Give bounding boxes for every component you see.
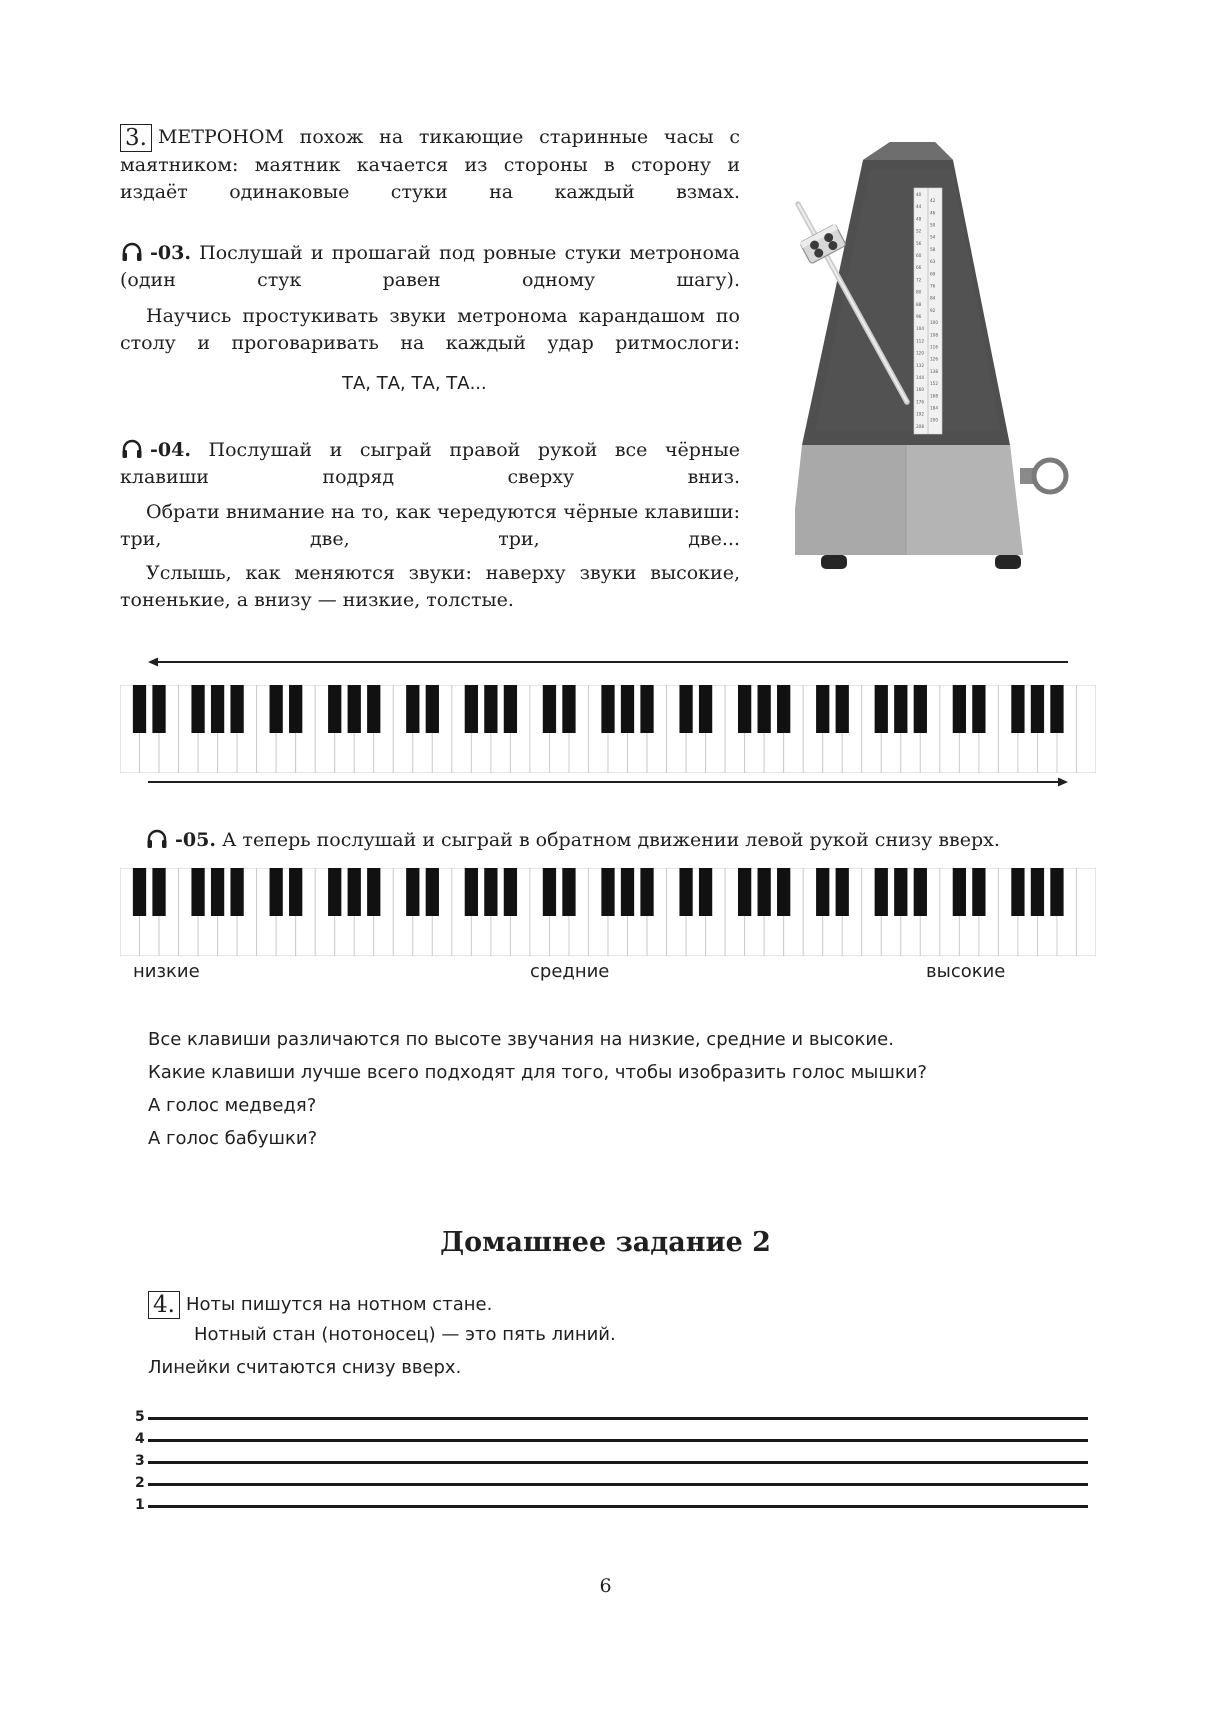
black-key <box>972 685 985 733</box>
metronome-scale-label: 104 <box>916 326 924 332</box>
black-key <box>504 868 517 916</box>
track-05-body: А теперь послушай и сыграй в обратном движении левой рукой снизу вверх. <box>222 829 1000 851</box>
metronome-scale-label: 208 <box>916 423 924 429</box>
black-key <box>1031 868 1044 916</box>
black-key <box>1011 685 1024 733</box>
rhythm-syllables: ТА, ТА, ТА, ТА... <box>342 373 487 394</box>
black-key <box>914 685 927 733</box>
label-high: высокие <box>926 961 1006 982</box>
metronome-scale-label: 200 <box>930 417 938 423</box>
black-key <box>465 868 478 916</box>
track-04-note <box>120 499 740 553</box>
black-key <box>289 685 302 733</box>
black-key <box>601 685 614 733</box>
homework-line-2: Нотный стан (нотоносец) — это пять линий. <box>194 1324 616 1345</box>
staff-line-1 <box>148 1505 1088 1508</box>
black-key <box>1050 868 1063 916</box>
metronome-scale-label: 176 <box>916 399 924 405</box>
metronome-scale-label: 60 <box>916 253 922 258</box>
black-key <box>133 685 146 733</box>
black-key <box>289 868 302 916</box>
black-key <box>211 868 224 916</box>
metronome-scale-label: 138 <box>930 368 938 374</box>
black-key <box>328 868 341 916</box>
black-key <box>367 868 380 916</box>
track-03-label: -03. <box>150 242 191 264</box>
staff-line-number-1: 1 <box>135 1497 145 1513</box>
metronome-scale-label: 116 <box>930 344 938 350</box>
track-04-hear <box>120 560 740 614</box>
staff-line-4 <box>148 1439 1088 1442</box>
exercise-number-3: 3. <box>120 124 152 152</box>
black-key <box>777 685 790 733</box>
black-key <box>758 685 771 733</box>
track-03-body: Послушай и прошагай под ровные стуки метронома (один стук равен одному шагу). <box>120 242 740 291</box>
metronome-scale-label: 84 <box>930 295 936 301</box>
metronome-illustration <box>795 140 1095 580</box>
staff-line-number-4: 4 <box>135 1431 145 1447</box>
black-key <box>1011 868 1024 916</box>
black-key <box>953 685 966 733</box>
page-number: 6 <box>599 1575 612 1597</box>
headphones-icon <box>120 240 144 264</box>
exercise-number-4: 4. <box>148 1291 180 1319</box>
black-key <box>270 685 283 733</box>
metronome-scale-label: 120 <box>916 350 924 356</box>
label-low: низкие <box>133 961 200 982</box>
black-key <box>543 685 556 733</box>
black-key <box>777 868 790 916</box>
black-key <box>270 868 283 916</box>
metronome-scale-label: 58 <box>930 246 936 252</box>
track-03-practice-text: Научись простукивать звуки метронома карандашом по столу и проговаривать на каждый удар ритмослоги: <box>120 305 740 354</box>
black-key <box>836 868 849 916</box>
metronome-scale-label: 100 <box>930 320 938 326</box>
exercise-3-body: МЕТРОНОМ похож на тикающие старинные часы с маятником: маятник качается из стороны в сторону и издаёт одинаковые стуки на каждый взмах. <box>120 126 740 203</box>
black-key <box>601 868 614 916</box>
black-key <box>543 868 556 916</box>
metronome-scale-label: 76 <box>930 283 936 289</box>
track-04-label: -04. <box>150 439 191 461</box>
metronome-scale-label: 56 <box>916 240 922 246</box>
direction-arrow-right <box>148 776 1068 788</box>
headphones-icon <box>120 437 144 461</box>
black-key <box>875 685 888 733</box>
staff-line-number-3: 3 <box>135 1453 145 1469</box>
black-key <box>699 868 712 916</box>
metronome-scale-label: 126 <box>930 356 938 362</box>
black-key <box>562 685 575 733</box>
metronome-scale-label: 54 <box>930 234 936 240</box>
question-line-4: А голос бабушки? <box>148 1128 318 1149</box>
black-key <box>562 868 575 916</box>
black-key <box>640 868 653 916</box>
black-key <box>230 685 243 733</box>
black-key <box>406 868 419 916</box>
black-key <box>211 685 224 733</box>
direction-arrow-left <box>148 656 1068 668</box>
black-key <box>152 685 165 733</box>
piano-keyboard-top <box>120 685 1096 773</box>
metronome-scale-label: 112 <box>916 338 924 344</box>
black-key <box>699 685 712 733</box>
black-key <box>484 868 497 916</box>
black-key <box>1050 685 1063 733</box>
black-key <box>191 685 204 733</box>
black-key <box>738 685 751 733</box>
black-key <box>875 868 888 916</box>
metronome-scale-label: 88 <box>916 301 922 307</box>
staff-line-5 <box>148 1417 1088 1420</box>
black-key <box>640 685 653 733</box>
black-key <box>914 868 927 916</box>
black-key <box>738 868 751 916</box>
metronome-scale-label: 52 <box>916 228 922 234</box>
black-key <box>679 868 692 916</box>
metronome-scale-label: 48 <box>916 216 922 222</box>
staff-line-2 <box>148 1483 1088 1486</box>
piano-keyboard-bottom <box>120 868 1096 956</box>
metronome-scale-label: 72 <box>916 277 922 283</box>
track-05-label: -05. <box>175 829 216 851</box>
black-key <box>348 685 361 733</box>
staff-line-number-5: 5 <box>135 1409 145 1425</box>
black-key <box>894 685 907 733</box>
metronome-scale-label: 96 <box>916 314 922 319</box>
track-03-practice <box>120 303 740 357</box>
homework-title: Домашнее задание 2 <box>440 1227 771 1258</box>
black-key <box>152 868 165 916</box>
question-line-3: А голос медведя? <box>148 1095 317 1116</box>
black-key <box>621 685 634 733</box>
track-03-text <box>120 240 740 294</box>
metronome-scale-label: 46 <box>930 210 936 216</box>
metronome-scale-label: 69 <box>930 271 936 277</box>
black-key <box>953 868 966 916</box>
metronome-scale-label: 108 <box>930 332 938 338</box>
staff-line-3 <box>148 1461 1088 1464</box>
black-key <box>465 685 478 733</box>
metronome-scale-label: 168 <box>930 393 938 399</box>
homework-intro <box>148 1288 492 1322</box>
homework-line-3: Линейки считаются снизу вверх. <box>148 1357 462 1378</box>
black-key <box>230 868 243 916</box>
staff-line-number-2: 2 <box>135 1475 145 1491</box>
exercise-3-text <box>120 124 740 206</box>
black-key <box>621 868 634 916</box>
headphones-icon <box>145 827 169 851</box>
metronome-scale-label: 44 <box>916 204 922 210</box>
metronome-scale-label: 63 <box>930 259 936 265</box>
black-key <box>679 685 692 733</box>
metronome-scale-label: 144 <box>916 375 924 380</box>
metronome-scale-label: 40 <box>916 192 922 197</box>
black-key <box>758 868 771 916</box>
black-key <box>406 685 419 733</box>
metronome-scale-label: 50 <box>930 222 936 228</box>
black-key <box>816 685 829 733</box>
metronome-scale-label: 192 <box>916 411 924 417</box>
metronome-scale-label: 160 <box>916 387 924 393</box>
track-05-text <box>145 827 1105 854</box>
track-04-body: Послушай и сыграй правой рукой все чёрные клавиши подряд сверху вниз. <box>120 439 740 488</box>
metronome-scale-label: 152 <box>930 381 938 387</box>
black-key <box>426 685 439 733</box>
black-key <box>1031 685 1044 733</box>
black-key <box>836 685 849 733</box>
homework-line-1: Ноты пишутся на нотном стане. <box>185 1294 493 1315</box>
metronome-scale-label: 42 <box>930 198 936 204</box>
white-key <box>1076 685 1096 773</box>
black-key <box>972 868 985 916</box>
black-key <box>328 685 341 733</box>
track-04-hear-text: Услышь, как меняются звуки: наверху звуки высокие, тоненькие, а внизу — низкие, толстые. <box>120 562 740 611</box>
black-key <box>348 868 361 916</box>
metronome-scale-label: 132 <box>916 362 924 368</box>
question-line-1: Все клавиши различаются по высоте звучания на низкие, средние и высокие. <box>148 1029 894 1050</box>
black-key <box>191 868 204 916</box>
black-key <box>484 685 497 733</box>
metronome-scale-label: 66 <box>916 265 922 271</box>
question-line-2: Какие клавиши лучше всего подходят для того, чтобы изобразить голос мышки? <box>148 1062 927 1083</box>
black-key <box>894 868 907 916</box>
metronome-scale-label: 184 <box>930 405 938 411</box>
track-04-note-text: Обрати внимание на то, как чередуются чёрные клавиши: три, две, три, две... <box>120 501 740 550</box>
music-staff <box>130 1410 1080 1520</box>
white-key <box>1076 868 1096 956</box>
black-key <box>426 868 439 916</box>
black-key <box>816 868 829 916</box>
black-key <box>504 685 517 733</box>
label-middle: средние <box>530 961 610 982</box>
metronome-scale-label: 92 <box>930 307 936 313</box>
black-key <box>133 868 146 916</box>
track-04-text <box>120 437 740 491</box>
metronome-scale-label: 80 <box>916 289 922 295</box>
black-key <box>367 685 380 733</box>
